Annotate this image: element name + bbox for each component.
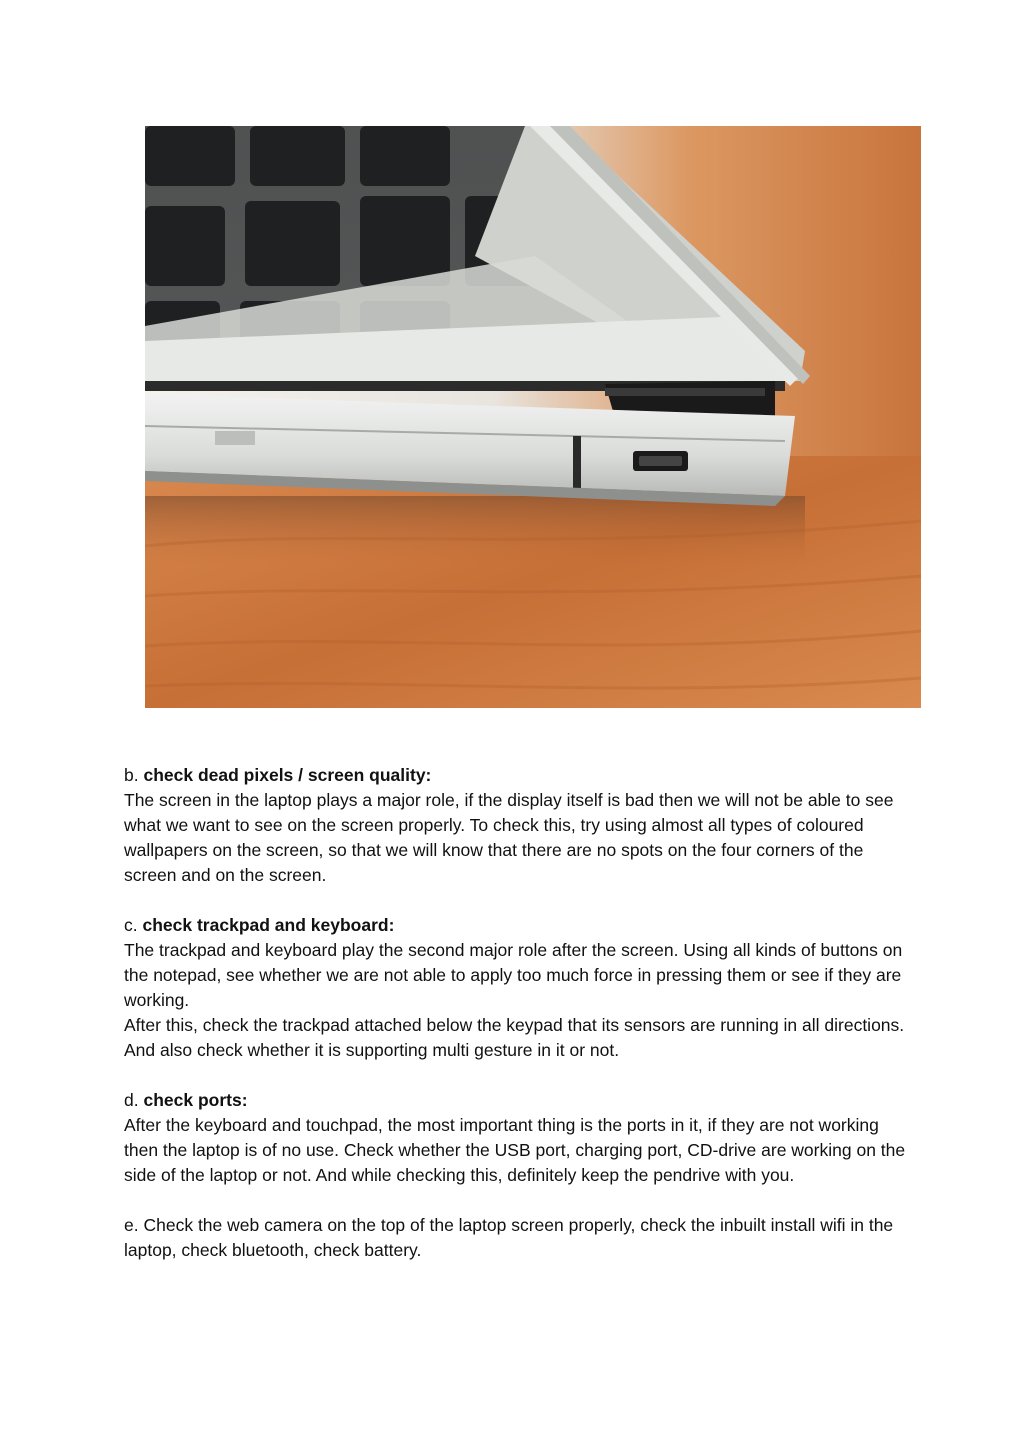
section-paragraph: The screen in the laptop plays a major role, if the display itself is bad then we will not be able to see what we want to see on the screen properly. To check this, try using almost all types of coloured wallpapers on the screen, so that we will know that there are no spots on the four corners of the screen and on the screen. — [124, 790, 894, 885]
section-marker: b. — [124, 765, 139, 785]
laptop-side-photo — [145, 126, 921, 708]
section-heading — [124, 1088, 914, 1113]
article-body — [124, 763, 914, 1263]
section-marker: d. — [124, 1090, 139, 1110]
section-title: check trackpad and keyboard: — [142, 915, 395, 935]
section-title: check dead pixels / screen quality: — [143, 765, 432, 785]
section-marker: c. — [124, 915, 138, 935]
section-title: check ports: — [143, 1090, 248, 1110]
section-trackpad-keyboard — [124, 913, 914, 1063]
section-ports — [124, 1088, 914, 1188]
section-other-checks — [124, 1213, 914, 1263]
section-paragraph: After the keyboard and touchpad, the most important thing is the ports in it, if they are not working then the laptop is of no use. Check whether the USB port, charging port, CD-drive are working on the side of the laptop or not. And while checking this, definitely keep the pendrive with you. — [124, 1115, 906, 1185]
section-text: Check the web camera on the top of the laptop screen properly, check the inbuilt install wifi in the laptop, check bluetooth, check battery. — [124, 1215, 894, 1260]
section-marker: e. — [124, 1215, 139, 1235]
section-paragraph: The trackpad and keyboard play the second major role after the screen. Using all kinds of buttons on the notepad, see whether we are not able to apply too much force in pressing them or see if they are working. — [124, 940, 903, 1010]
section-heading — [124, 913, 914, 938]
section-screen-quality — [124, 763, 914, 888]
section-paragraph — [124, 1213, 914, 1263]
section-paragraph: After this, check the trackpad attached below the keypad that its sensors are running in all directions. And also check whether it is supporting multi gesture in it or not. — [124, 1015, 905, 1060]
section-heading — [124, 763, 914, 788]
